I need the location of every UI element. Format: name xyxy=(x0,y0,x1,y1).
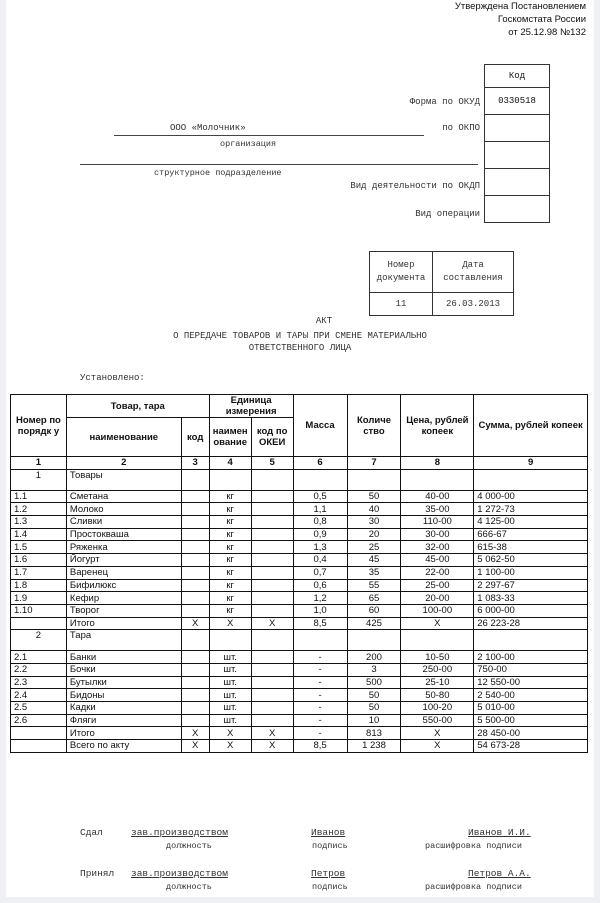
unit-caption: структурное подразделение xyxy=(154,168,282,178)
cell-sum: 5 500-00 xyxy=(474,714,588,727)
section-empty-cell xyxy=(474,469,588,490)
header-okei: код по ОКЕИ xyxy=(251,418,293,457)
cell-code xyxy=(181,663,209,676)
section-row xyxy=(11,469,588,490)
cell-name: Сметана xyxy=(66,490,181,503)
recv-sign: Петров xyxy=(311,868,346,879)
cell-mass: - xyxy=(293,651,347,664)
table-row xyxy=(11,490,588,503)
established-label: Установлено: xyxy=(80,373,145,383)
sent-position: зав.производством xyxy=(131,827,228,838)
cell-mass: 8,5 xyxy=(293,740,347,753)
okdp-code xyxy=(485,169,550,196)
cell-code xyxy=(181,604,209,617)
column-number: 8 xyxy=(401,457,474,470)
header-code: код xyxy=(181,418,209,457)
cell-qty: 1 238 xyxy=(347,740,401,753)
recv-position: зав.производством xyxy=(131,868,228,879)
cell-mass: - xyxy=(293,676,347,689)
cell-qty: 35 xyxy=(347,566,401,579)
cell-code xyxy=(181,689,209,702)
section-empty-cell xyxy=(251,469,293,490)
table-row xyxy=(11,554,588,567)
cell-sum: 2 540-00 xyxy=(474,689,588,702)
cell-unit: кг xyxy=(209,503,251,516)
cell-okei xyxy=(251,503,293,516)
cell-price: 100-20 xyxy=(401,702,474,715)
cell-qty: 50 xyxy=(347,490,401,503)
cell-mass: 1,1 xyxy=(293,503,347,516)
cell-code xyxy=(181,651,209,664)
header-mass: Масса xyxy=(293,395,347,457)
cell-unit: шт. xyxy=(209,651,251,664)
cell-sum: 1 272-73 xyxy=(474,503,588,516)
table-row xyxy=(11,541,588,554)
cell-okei xyxy=(251,689,293,702)
cell-price: 50-80 xyxy=(401,689,474,702)
cell-unit: шт. xyxy=(209,702,251,715)
table-row xyxy=(11,663,588,676)
cell-mass: - xyxy=(293,689,347,702)
cell-num: 1.6 xyxy=(11,554,67,567)
total-row xyxy=(11,617,588,630)
cell-qty: 40 xyxy=(347,503,401,516)
cell-name: Итого xyxy=(66,617,181,630)
section-name: Товары xyxy=(66,469,181,490)
cell-num: 2.5 xyxy=(11,702,67,715)
cell-qty: 425 xyxy=(347,617,401,630)
recv-name-caption: расшифровка подписи xyxy=(425,882,522,892)
cell-mass: 8,5 xyxy=(293,617,347,630)
cell-okei xyxy=(251,592,293,605)
cell-code: X xyxy=(181,740,209,753)
cell-name: Сливки xyxy=(66,516,181,529)
section-empty-cell xyxy=(474,630,588,651)
blank-code xyxy=(485,142,550,169)
cell-unit: кг xyxy=(209,592,251,605)
section-empty-cell xyxy=(401,469,474,490)
column-number: 2 xyxy=(66,457,181,470)
cell-qty: 10 xyxy=(347,714,401,727)
cell-qty: 65 xyxy=(347,592,401,605)
cell-unit: кг xyxy=(209,528,251,541)
sent-label: Сдал xyxy=(80,827,103,838)
cell-num: 1.7 xyxy=(11,566,67,579)
okpo-code xyxy=(485,115,550,142)
cell-unit: кг xyxy=(209,579,251,592)
cell-unit: шт. xyxy=(209,663,251,676)
cell-num: 2.6 xyxy=(11,714,67,727)
cell-unit: шт. xyxy=(209,676,251,689)
cell-unit: шт. xyxy=(209,689,251,702)
cell-name: Ряженка xyxy=(66,541,181,554)
cell-num xyxy=(11,740,67,753)
cell-price: 110-00 xyxy=(401,516,474,529)
cell-mass: 0,8 xyxy=(293,516,347,529)
cell-okei xyxy=(251,528,293,541)
cell-okei: X xyxy=(251,727,293,740)
cell-okei xyxy=(251,651,293,664)
cell-price: 10-50 xyxy=(401,651,474,664)
table-row xyxy=(11,592,588,605)
cell-qty: 45 xyxy=(347,554,401,567)
cell-price: X xyxy=(401,617,474,630)
cell-name: Итого xyxy=(66,727,181,740)
column-number: 4 xyxy=(209,457,251,470)
column-number: 6 xyxy=(293,457,347,470)
cell-code xyxy=(181,714,209,727)
cell-name: Бутылки xyxy=(66,676,181,689)
cell-num: 2.3 xyxy=(11,676,67,689)
cell-price: X xyxy=(401,727,474,740)
cell-unit: шт. xyxy=(209,714,251,727)
cell-name: Кефир xyxy=(66,592,181,605)
cell-qty: 50 xyxy=(347,689,401,702)
header-sum: Сумма, рублей копеек xyxy=(474,395,588,457)
section-empty-cell xyxy=(347,469,401,490)
cell-price: 30-00 xyxy=(401,528,474,541)
table-row xyxy=(11,689,588,702)
org-name: ООО «Молочник» xyxy=(170,123,246,133)
cell-sum: 26 223-28 xyxy=(474,617,588,630)
cell-num: 1.5 xyxy=(11,541,67,554)
recv-label: Принял xyxy=(80,868,115,879)
sent-position-caption: должность xyxy=(166,841,212,851)
cell-mass: - xyxy=(293,727,347,740)
table-row xyxy=(11,676,588,689)
cell-price: 45-00 xyxy=(401,554,474,567)
cell-name: Кадки xyxy=(66,702,181,715)
cell-mass: - xyxy=(293,702,347,715)
cell-code xyxy=(181,528,209,541)
unit-underline xyxy=(80,164,478,165)
cell-okei xyxy=(251,579,293,592)
cell-unit: кг xyxy=(209,566,251,579)
cell-sum: 5 010-00 xyxy=(474,702,588,715)
cell-code xyxy=(181,490,209,503)
cell-num: 2.4 xyxy=(11,689,67,702)
approval-block xyxy=(418,0,586,39)
cell-code xyxy=(181,503,209,516)
section-empty-cell xyxy=(293,630,347,651)
cell-okei xyxy=(251,702,293,715)
cell-price: 100-00 xyxy=(401,604,474,617)
cell-sum: 615-38 xyxy=(474,541,588,554)
table-row xyxy=(11,566,588,579)
header-num: Номер по порядк у xyxy=(11,395,67,457)
doc-date-value: 26.03.2013 xyxy=(433,293,514,316)
header-unit-name: наимен ование xyxy=(209,418,251,457)
cell-num: 1.3 xyxy=(11,516,67,529)
cell-price: 25-10 xyxy=(401,676,474,689)
cell-qty: 50 xyxy=(347,702,401,715)
cell-unit: кг xyxy=(209,554,251,567)
header-units: Единица измерения xyxy=(209,395,293,418)
table-row xyxy=(11,651,588,664)
okdp-label: Вид деятельности по ОКДП xyxy=(350,181,480,191)
cell-num: 1.2 xyxy=(11,503,67,516)
cell-okei xyxy=(251,676,293,689)
cell-name: Бочки xyxy=(66,663,181,676)
cell-okei: X xyxy=(251,740,293,753)
cell-num xyxy=(11,617,67,630)
cell-sum: 2 297-67 xyxy=(474,579,588,592)
cell-name: Всего по акту xyxy=(66,740,181,753)
cell-okei xyxy=(251,663,293,676)
cell-okei xyxy=(251,554,293,567)
cell-name: Бидоны xyxy=(66,689,181,702)
cell-num: 2.1 xyxy=(11,651,67,664)
doc-number-table xyxy=(369,251,514,316)
header-name: наименование xyxy=(66,418,181,457)
recv-position-caption: должность xyxy=(166,882,212,892)
section-row xyxy=(11,630,588,651)
cell-price: 550-00 xyxy=(401,714,474,727)
section-empty-cell xyxy=(347,630,401,651)
cell-name: Бифилюкс xyxy=(66,579,181,592)
cell-name: Творог xyxy=(66,604,181,617)
cell-okei xyxy=(251,714,293,727)
table-row xyxy=(11,714,588,727)
header-qty: Количе ство xyxy=(347,395,401,457)
section-empty-cell xyxy=(401,630,474,651)
act-subtitle-2: ОТВЕТСТВЕННОГО ЛИЦА xyxy=(248,343,352,353)
cell-okei xyxy=(251,490,293,503)
cell-mass: 0,4 xyxy=(293,554,347,567)
cell-okei xyxy=(251,566,293,579)
section-empty-cell xyxy=(251,630,293,651)
cell-code: X xyxy=(181,727,209,740)
cell-sum: 1 083-33 xyxy=(474,592,588,605)
doc-date-header: Дата составления xyxy=(433,252,514,293)
cell-price: 32-00 xyxy=(401,541,474,554)
cell-okei xyxy=(251,541,293,554)
cell-unit: X xyxy=(209,740,251,753)
cell-mass: - xyxy=(293,714,347,727)
operation-label: Вид операции xyxy=(415,209,480,219)
cell-sum: 666-67 xyxy=(474,528,588,541)
header-goods: Товар, тара xyxy=(66,395,209,418)
section-empty-cell xyxy=(181,630,209,651)
cell-num: 1.4 xyxy=(11,528,67,541)
cell-sum: 54 673-28 xyxy=(474,740,588,753)
cell-sum: 28 450-00 xyxy=(474,727,588,740)
cell-price: 250-00 xyxy=(401,663,474,676)
cell-name: Банки xyxy=(66,651,181,664)
cell-mass: 1,3 xyxy=(293,541,347,554)
total-row xyxy=(11,727,588,740)
table-row xyxy=(11,516,588,529)
cell-qty: 30 xyxy=(347,516,401,529)
sent-name: Иванов И.И. xyxy=(468,827,531,838)
cell-num: 1.8 xyxy=(11,579,67,592)
operation-code xyxy=(485,196,550,223)
cell-qty: 20 xyxy=(347,528,401,541)
cell-num: 1.9 xyxy=(11,592,67,605)
doc-number-header: Номер документа xyxy=(370,252,433,293)
document-sheet xyxy=(6,0,594,897)
cell-okei xyxy=(251,604,293,617)
cell-sum: 4 125-00 xyxy=(474,516,588,529)
column-number: 3 xyxy=(181,457,209,470)
cell-qty: 813 xyxy=(347,727,401,740)
cell-code xyxy=(181,702,209,715)
cell-code xyxy=(181,676,209,689)
codes-table xyxy=(484,64,550,223)
table-row xyxy=(11,604,588,617)
cell-sum: 1 100-00 xyxy=(474,566,588,579)
okud-code: 0330518 xyxy=(485,88,550,115)
cell-price: 35-00 xyxy=(401,503,474,516)
recv-sign-caption: подпись xyxy=(312,882,348,892)
cell-okei: X xyxy=(251,617,293,630)
approval-line-1: Утверждена Постановлением xyxy=(454,1,586,12)
cell-qty: 200 xyxy=(347,651,401,664)
cell-mass: 1,0 xyxy=(293,604,347,617)
cell-sum: 5 062-50 xyxy=(474,554,588,567)
goods-table xyxy=(10,394,588,753)
cell-mass: 0,6 xyxy=(293,579,347,592)
cell-num xyxy=(11,727,67,740)
cell-price: X xyxy=(401,740,474,753)
table-row xyxy=(11,528,588,541)
cell-code xyxy=(181,592,209,605)
header-price: Цена, рублей копеек xyxy=(401,395,474,457)
section-empty-cell xyxy=(209,630,251,651)
cell-mass: 0,7 xyxy=(293,566,347,579)
sent-name-caption: расшифровка подписи xyxy=(425,841,522,851)
column-number: 5 xyxy=(251,457,293,470)
cell-code xyxy=(181,566,209,579)
cell-code xyxy=(181,554,209,567)
act-title: АКТ xyxy=(315,316,333,326)
cell-code xyxy=(181,516,209,529)
cell-qty: 60 xyxy=(347,604,401,617)
cell-sum: 750-00 xyxy=(474,663,588,676)
grand-total-row xyxy=(11,740,588,753)
cell-name: Простокваша xyxy=(66,528,181,541)
cell-num: 1.1 xyxy=(11,490,67,503)
section-num: 1 xyxy=(11,469,67,490)
cell-mass: - xyxy=(293,663,347,676)
section-empty-cell xyxy=(181,469,209,490)
sent-sign: Иванов xyxy=(311,827,346,838)
cell-code xyxy=(181,579,209,592)
org-underline xyxy=(114,135,424,136)
cell-name: Фляги xyxy=(66,714,181,727)
recv-name: Петров А.А. xyxy=(468,868,531,879)
cell-price: 25-00 xyxy=(401,579,474,592)
cell-code: X xyxy=(181,617,209,630)
table-row xyxy=(11,702,588,715)
cell-unit: кг xyxy=(209,490,251,503)
approval-line-2: Госкомстата России xyxy=(497,14,586,25)
cell-name: Молоко xyxy=(66,503,181,516)
cell-price: 40-00 xyxy=(401,490,474,503)
cell-unit: кг xyxy=(209,516,251,529)
cell-okei xyxy=(251,516,293,529)
cell-unit: X xyxy=(209,727,251,740)
cell-mass: 0,5 xyxy=(293,490,347,503)
cell-unit: кг xyxy=(209,541,251,554)
cell-qty: 55 xyxy=(347,579,401,592)
section-empty-cell xyxy=(209,469,251,490)
doc-number-value: 11 xyxy=(370,293,433,316)
cell-unit: X xyxy=(209,617,251,630)
goods-table-body xyxy=(11,457,588,753)
cell-qty: 25 xyxy=(347,541,401,554)
cell-num: 1.10 xyxy=(11,604,67,617)
cell-unit: кг xyxy=(209,604,251,617)
act-subtitle-1: О ПЕРЕДАЧЕ ТОВАРОВ И ТАРЫ ПРИ СМЕНЕ МАТЕРИАЛЬНО xyxy=(173,331,427,341)
cell-name: Йогурт xyxy=(66,554,181,567)
codes-header: Код xyxy=(485,65,550,88)
cell-qty: 3 xyxy=(347,663,401,676)
cell-sum: 2 100-00 xyxy=(474,651,588,664)
column-number: 7 xyxy=(347,457,401,470)
section-name: Тара xyxy=(66,630,181,651)
okud-label: Форма по ОКУД xyxy=(409,97,480,107)
cell-num: 2.2 xyxy=(11,663,67,676)
cell-qty: 500 xyxy=(347,676,401,689)
cell-code xyxy=(181,541,209,554)
cell-mass: 1,2 xyxy=(293,592,347,605)
cell-sum: 6 000-00 xyxy=(474,604,588,617)
column-number: 1 xyxy=(11,457,67,470)
cell-price: 20-00 xyxy=(401,592,474,605)
sent-sign-caption: подпись xyxy=(312,841,348,851)
org-caption: организация xyxy=(220,139,277,149)
cell-sum: 4 000-00 xyxy=(474,490,588,503)
section-empty-cell xyxy=(293,469,347,490)
column-numbers-row xyxy=(11,457,588,470)
approval-line-3: от 25.12.98 №132 xyxy=(508,27,586,38)
okpo-label: по ОКПО xyxy=(442,123,480,133)
table-row xyxy=(11,503,588,516)
column-number: 9 xyxy=(474,457,588,470)
cell-price: 22-00 xyxy=(401,566,474,579)
section-num: 2 xyxy=(11,630,67,651)
table-row xyxy=(11,579,588,592)
cell-sum: 12 550-00 xyxy=(474,676,588,689)
cell-name: Варенец xyxy=(66,566,181,579)
cell-mass: 0,9 xyxy=(293,528,347,541)
